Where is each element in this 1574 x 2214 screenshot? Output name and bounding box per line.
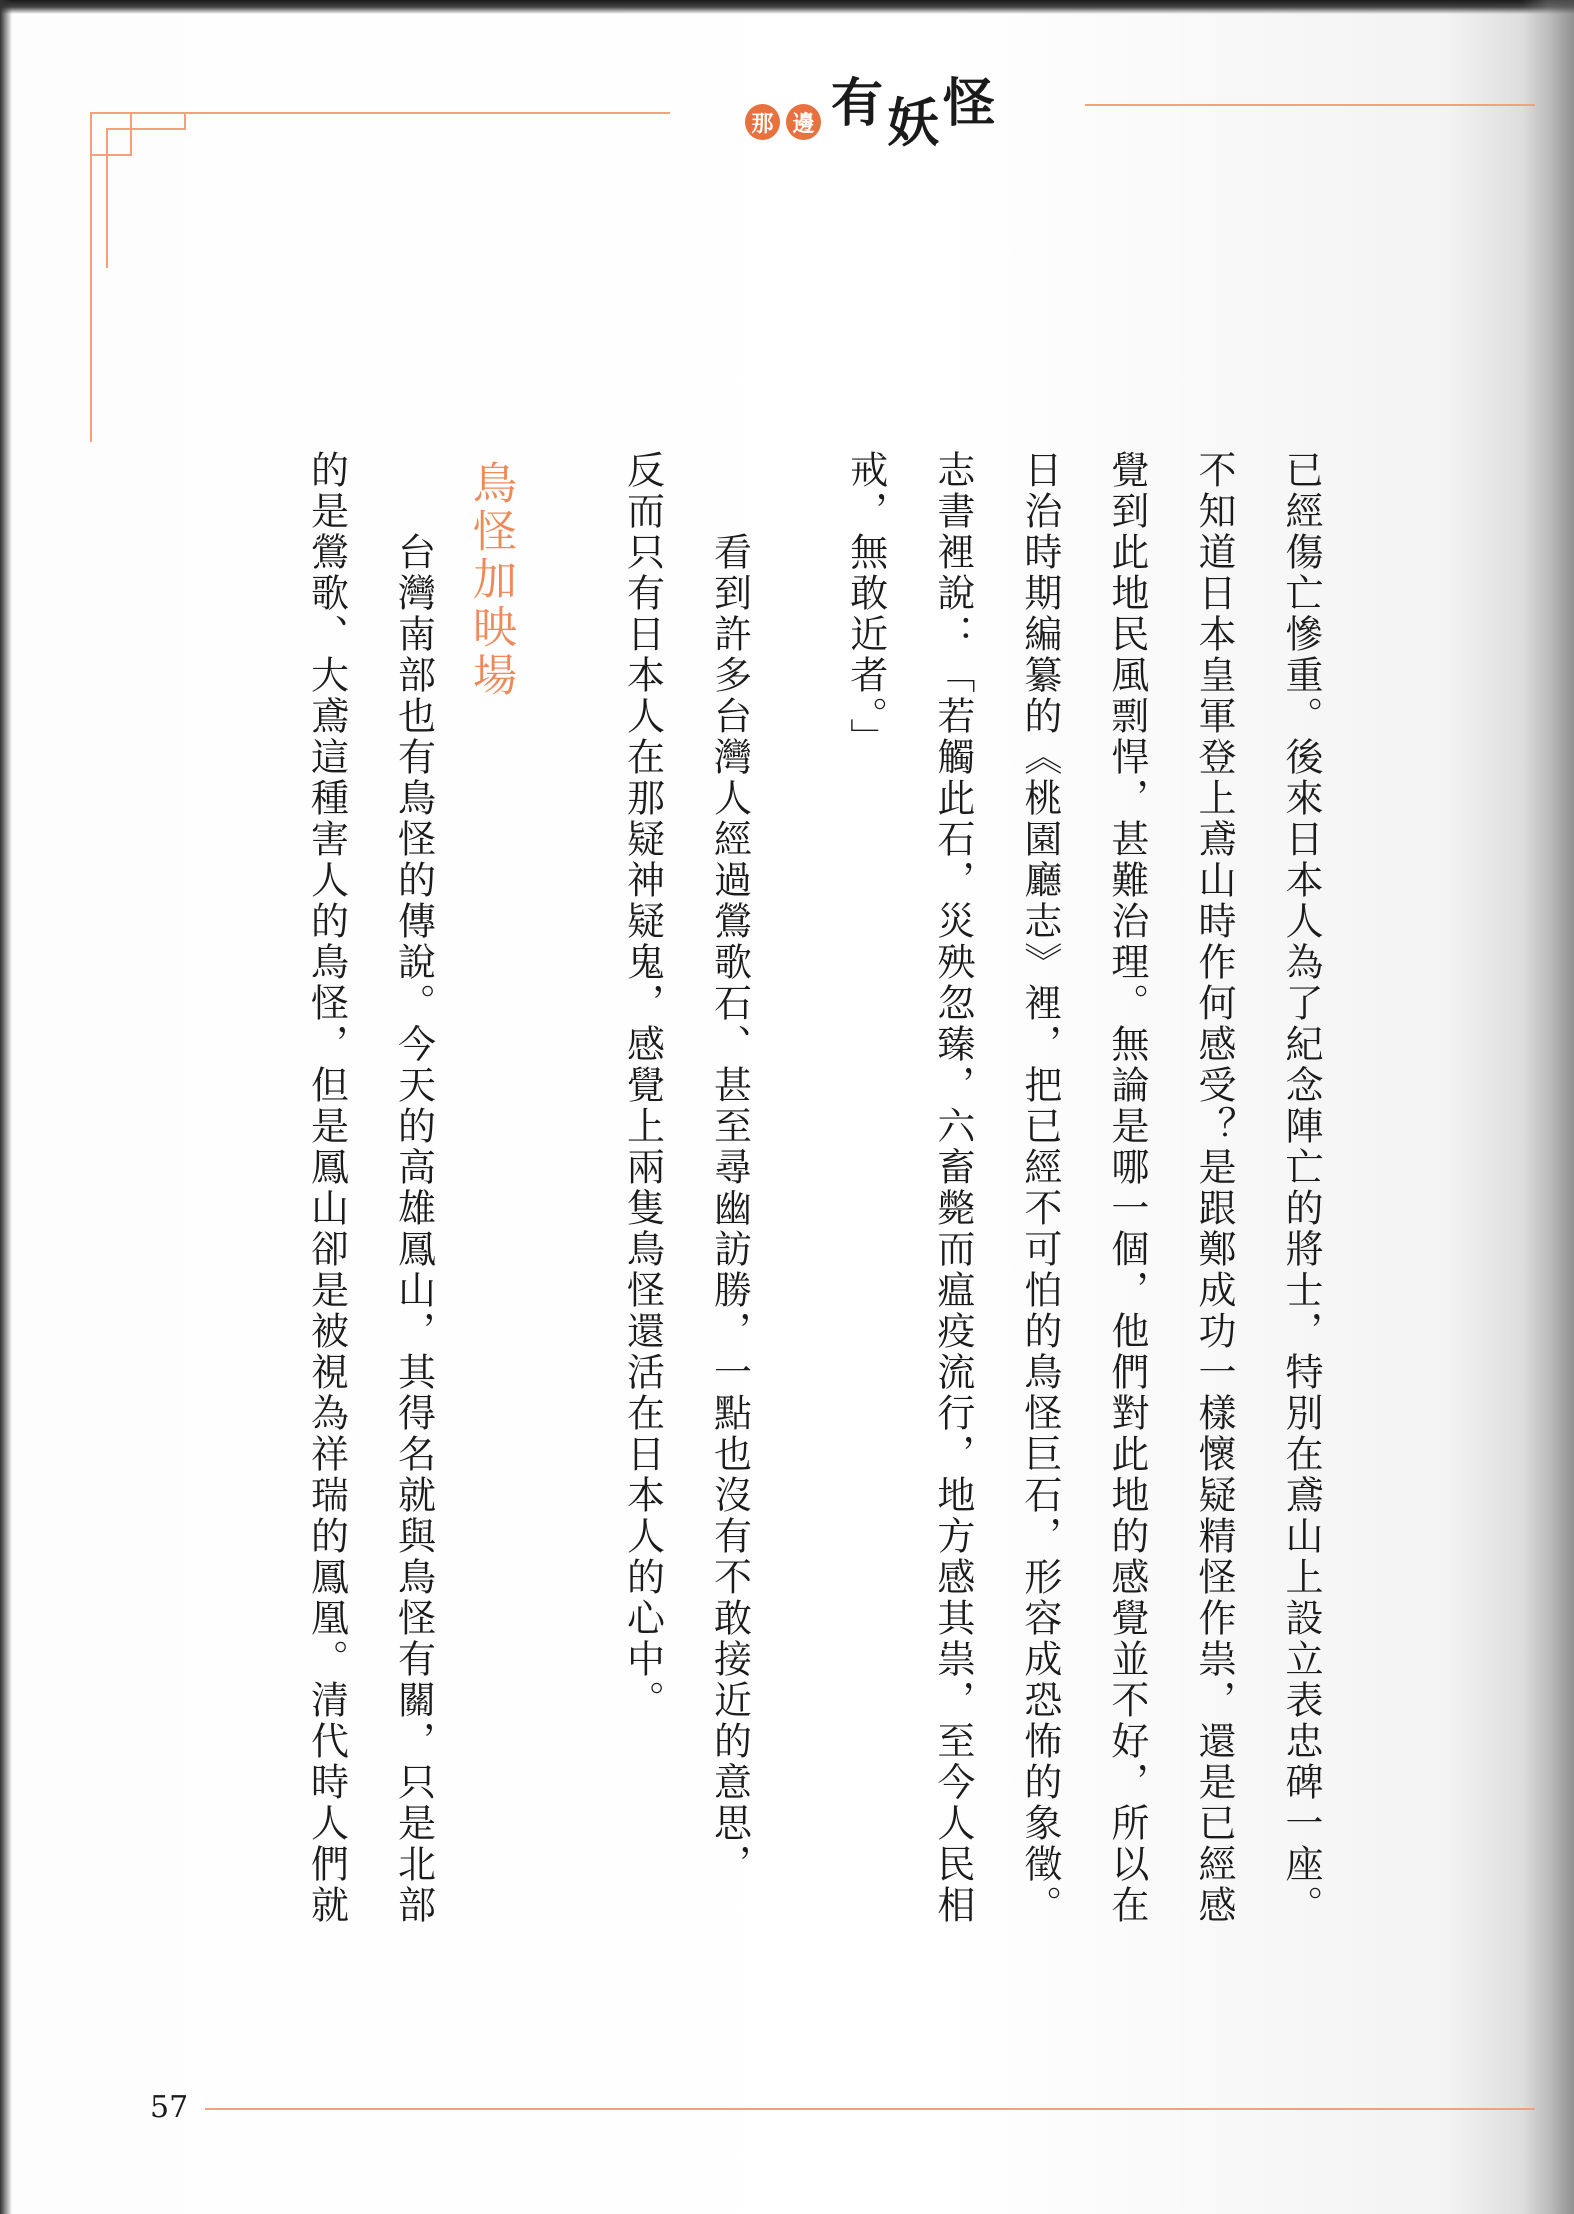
text-column-7: 看到許多台灣人經過鶯歌石、甚至尋幽訪勝，一點也沒有不敢接近的意思， bbox=[707, 450, 752, 1885]
text-column-4: 日治時期編纂的《桃園廳志》裡，把已經不可怕的鳥怪巨石，形容成恐怖的象徵。 bbox=[1017, 450, 1062, 1926]
logo-char-1: 有 bbox=[830, 74, 883, 134]
footer-rule bbox=[205, 2108, 1535, 2110]
header-rule-right bbox=[1085, 104, 1535, 106]
series-logo bbox=[745, 62, 995, 152]
page-gutter-shadow bbox=[1522, 0, 1574, 2214]
page-number: 57 bbox=[150, 2090, 189, 2125]
logo-badge-1: 那 bbox=[745, 104, 780, 140]
text-column-3: 覺到此地民風剽悍，甚難治理。無論是哪一個，他們對此地的感覺並不好，所以在 bbox=[1104, 450, 1149, 1926]
text-column-5: 志書裡說：「若觸此石，災殃忽臻，六畜斃而瘟疫流行，地方感其祟，至今人民相 bbox=[930, 450, 975, 1926]
scan-left-shadow bbox=[0, 0, 12, 2214]
corner-frame-vertical-inner bbox=[106, 128, 108, 268]
scan-top-shadow bbox=[0, 0, 1574, 14]
vertical-text-body bbox=[300, 450, 1323, 2020]
logo-badge-2: 邊 bbox=[786, 104, 821, 140]
section-heading: 鳥怪加映場 bbox=[464, 460, 516, 700]
corner-frame-horizontal-inner bbox=[106, 128, 184, 130]
text-column-1: 已經傷亡慘重。後來日本人為了紀念陣亡的將士，特別在鳶山上設立表忠碑一座。 bbox=[1279, 450, 1323, 1926]
section-column-2: 的是鶯歌、大鳶這種害人的鳥怪，但是鳳山卻是被視為祥瑞的鳳凰。清代時人們就 bbox=[304, 450, 349, 1926]
corner-frame-vertical-outer bbox=[90, 112, 92, 442]
text-column-2: 不知道日本皇軍登上鳶山時作何感受？是跟鄭成功一樣懷疑精怪作祟，還是已經感 bbox=[1191, 450, 1236, 1926]
header-rule-left bbox=[90, 112, 670, 114]
text-column-6: 戒，無敢近者。」 bbox=[843, 450, 888, 759]
logo-char-2: 妖 bbox=[886, 94, 939, 154]
logo-char-3: 怪 bbox=[942, 74, 995, 134]
section-column-1: 台灣南部也有鳥怪的傳說。今天的高雄鳳山，其得名就與鳥怪有關，只是北部 bbox=[391, 450, 436, 1926]
corner-frame-tick-2 bbox=[92, 154, 132, 156]
corner-frame-tick-3 bbox=[184, 112, 186, 130]
text-column-8: 反而只有日本人在那疑神疑鬼，感覺上兩隻鳥怪還活在日本人的心中。 bbox=[620, 450, 665, 1721]
corner-frame-tick-1 bbox=[130, 112, 132, 156]
